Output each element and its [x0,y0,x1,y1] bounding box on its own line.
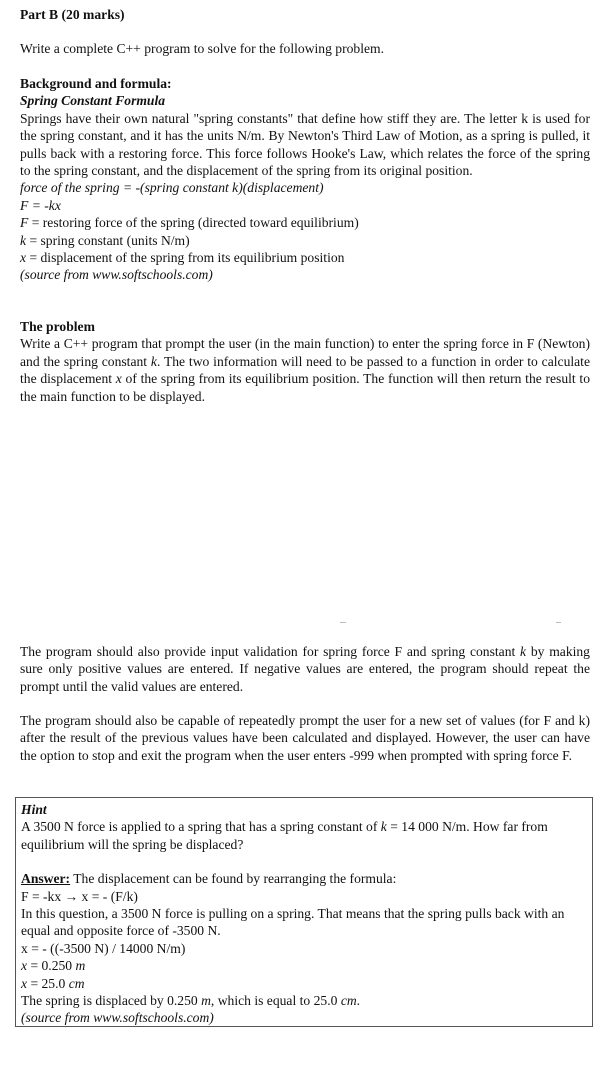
answer-label: Answer: [21,871,71,887]
hint-rearranged: F = -kx → x = - (F/k) [21,888,138,904]
hint-question-b: = 14 000 N/m. How far from equilibrium will the spring be displaced? [21,819,548,852]
p1-x-symbol: x [115,371,122,387]
def-f-symbol: F [20,215,29,231]
conclusion-cm: cm [340,993,357,1009]
background-section [20,75,590,284]
part-title-text: Part B (20 marks) [20,7,125,22]
conclusion-a: The spring is displaced by 0.250 [21,993,202,1009]
hint-explain: In this question, a 3500 N force is pulling on a spring. That means that the spring pulls back with an equal and opposite force of -3500 N. [21,906,565,939]
hint-calc-3 [21,975,587,992]
hint-conclusion [21,992,587,1009]
def-k-symbol: k [20,232,27,248]
hint-box [15,797,593,1027]
hint-title: Hint [21,802,47,817]
formula: F = -kx [20,197,61,213]
hint-question-a: A 3500 N force is applied to a spring that has a spring constant of [21,819,381,835]
part-title [20,6,590,23]
calc3-symbol: x [21,975,28,991]
p2-text-b: by making sure only positive values are entered. If negative values are entered, the program should repeat the prompt until the valid values are entered. [20,644,590,694]
hint-question [21,818,587,853]
scan-mark [340,622,346,623]
problem-heading: The problem [20,319,95,334]
p1-k-symbol: k [150,353,157,369]
hint-k-symbol: k [380,819,387,835]
definition-x [20,249,590,266]
problem-paragraph-3: The program should also be capable of repeatedly prompt the user for a new set of values (for F and k) after the result of the previous values have been calculated and displayed. However, the user can have the option to stop and exit the program when the user enters -999 when prompted with spring force F. [20,713,590,763]
hint-spacer [21,853,587,870]
calc3-unit: cm [68,975,85,991]
p2-k-symbol: k [520,644,527,659]
background-source: (source from www.softschools.com) [20,267,213,283]
conclusion-c: . [356,993,361,1009]
definition-k [20,232,590,249]
p2-text-a: The program should also provide input validation for spring force F and spring constant [20,644,521,659]
formula-words: force of the spring = -(spring constant k)(displacement) [20,180,324,196]
hint-calc-1: x = - ((-3500 N) / 14000 N/m) [21,940,186,956]
def-k-text: = spring constant (units N/m) [26,232,190,248]
hint-calc-2 [21,957,587,974]
problem-section [20,318,590,405]
def-x-symbol: x [20,250,27,266]
hint-source: (source from www.softschools.com) [21,1010,214,1026]
def-f-text: = restoring force of the spring (directed toward equilibrium) [28,215,359,231]
background-heading: Background and formula: [20,76,172,91]
calc2-eq: = 0.250 [27,958,76,974]
repeat-section [20,712,590,764]
calc2-symbol: x [21,958,28,974]
conclusion-m: m [201,993,211,1009]
instruction-text: Write a complete C++ program to solve for the following problem. [20,41,384,56]
p1-text-b: . The two information will need to be passed to a function in order to calculate the displacement [20,353,590,387]
background-paragraph: Springs have their own natural "spring constants" that define how stiff they are. The letter k is used for the spring constant, and it has the units N/m. By Newton's Third Law of Motion, as a spring is pulled, it pulls back with a restoring force. This force follows Hooke's Law, which relates the force of the spring to the spring constant, and the displacement of the spring from its original position. [20,110,590,179]
hint-answer [21,870,587,887]
p1-text-c: of the spring from its equilibrium position. The function will then return the result to the main function to be displayed. [20,371,590,404]
scan-mark [556,622,561,623]
definition-f [20,214,590,231]
problem-paragraph-2 [20,643,590,695]
p1-text-a: Write a C++ program that prompt the user (in the main function) to enter the spring force in F (Newton) and the spring constant [20,336,590,369]
instruction [20,40,590,57]
def-x-text: = displacement of the spring from its equilibrium position [26,250,345,266]
hint-content [21,801,587,1027]
problem-paragraph-1 [20,335,590,405]
answer-text: The displacement can be found by rearranging the formula: [70,871,397,887]
calc3-eq: = 25.0 [27,975,69,991]
validation-section [20,643,590,695]
conclusion-b: , which is equal to 25.0 [210,993,341,1009]
background-subheading: Spring Constant Formula [20,93,166,109]
calc2-unit: m [75,958,86,974]
